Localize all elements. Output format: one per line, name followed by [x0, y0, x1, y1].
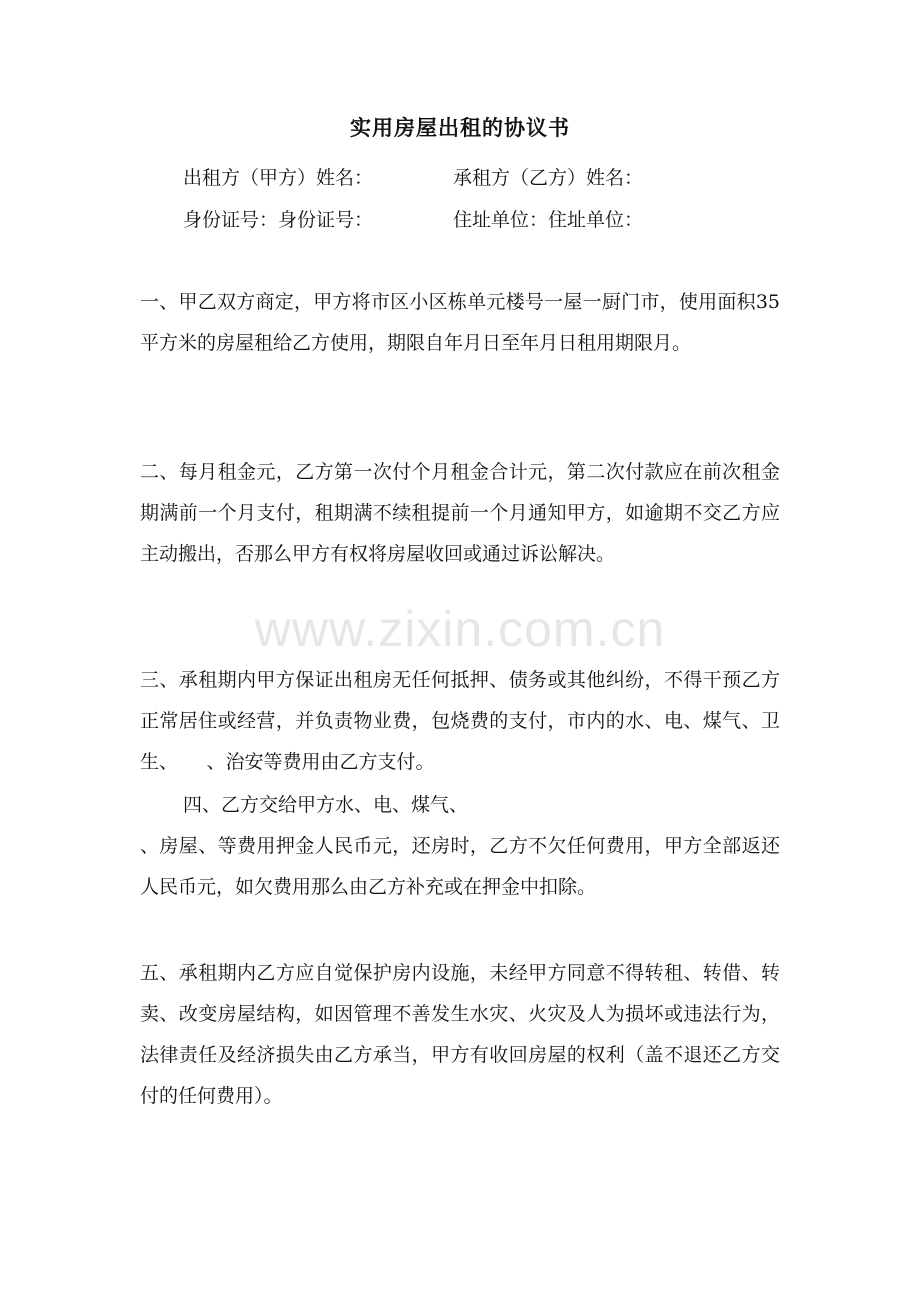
clause-2: 二、每月租金元，乙方第一次付个月租金合计元，第二次付款应在前次租金期满前一个月支付，租期满不续租提前一个月通知甲方，如逾期不交乙方应主动搬出，否那么甲方有权将房屋收回或通过诉讼解决。: [140, 461, 780, 565]
clause-4-first-line: 四、乙方交给甲方水、电、煤气、: [183, 794, 469, 816]
document-title: 实用房屋出租的协议书: [350, 115, 570, 140]
address-label: 住址单位：住址单位：: [453, 209, 644, 231]
clause-5: 五、承租期内乙方应自觉保护房内设施，未经甲方同意不得转租、转借、转卖、改变房屋结构，如因管理不善发生水灾、火灾及人为损坏或违法行为，法律责任及经济损失由乙方承当，甲方有收回房屋的权利（盖不退还乙方交付的任何费用）。: [140, 962, 780, 1107]
party-a-name-label: 出租方（甲方）姓名：: [183, 167, 374, 189]
watermark-text: www.zixin.com.cn: [254, 601, 666, 657]
clause-1: 一、甲乙双方商定，甲方将市区小区栋单元楼号一屋一厨门市，使用面积35平方米的房屋租给乙方使用，期限自年月日至年月日租用期限月。: [140, 291, 780, 354]
id-number-label: 身份证号：身份证号：: [183, 209, 374, 231]
party-b-name-label: 承租方（乙方）姓名：: [453, 167, 644, 189]
clause-3: 三、承租期内甲方保证出租房无任何抵押、债务或其他纠纷，不得干预乙方正常居住或经营，并负责物业费，包烧费的支付，市内的水、电、煤气、卫生、 、治安等费用由乙方支付。: [140, 669, 780, 773]
clause-4-continuation: 、房屋、等费用押金人民币元，还房时，乙方不欠任何费用，甲方全部返还人民币元，如欠费用那么由乙方补充或在押金中扣除。: [140, 835, 780, 898]
